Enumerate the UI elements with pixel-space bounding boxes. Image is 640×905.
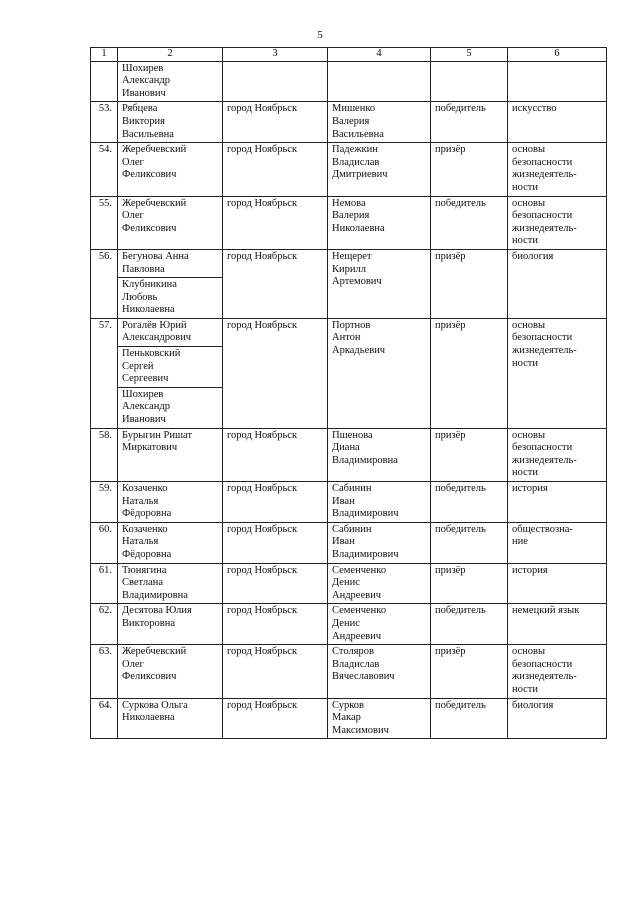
- city-cell-line: город Ноябрьск: [227, 429, 298, 441]
- page-number: 5: [317, 29, 323, 41]
- city-cell-line: город Ноябрьск: [227, 699, 298, 711]
- student-cell-line: Немова: [332, 197, 366, 209]
- teacher-cell: [118, 428, 223, 481]
- table-row: [91, 318, 607, 346]
- table-row: [91, 143, 607, 196]
- status-cell: [431, 563, 508, 604]
- subject-cell-line: безопасности: [512, 658, 573, 670]
- student-cell-line: Сурков: [332, 699, 365, 711]
- student-cell-line: Васильевна: [332, 128, 384, 140]
- table-row: [91, 604, 607, 645]
- teacher-cell-line: Шохирев: [122, 62, 164, 74]
- teacher-cell: [118, 604, 223, 645]
- teacher-cell-line: Рябцева: [122, 103, 158, 115]
- teacher-cell-line: Викторовна: [122, 617, 176, 629]
- table-body: [91, 61, 607, 739]
- table-header: [91, 48, 607, 62]
- teacher-cell-line: Десятова Юлия: [122, 605, 192, 617]
- teacher-cell-line: Миркатович: [122, 442, 178, 454]
- student-cell-line: Владислав: [332, 156, 380, 168]
- subject-cell: [508, 428, 607, 481]
- student-cell: [328, 563, 431, 604]
- row-number: 59.: [91, 482, 118, 523]
- teacher-cell-line: Козаченко: [122, 523, 168, 535]
- subject-cell-line: биология: [512, 250, 554, 262]
- teacher-cell-line: Наталья: [122, 495, 159, 507]
- city-cell: [223, 522, 328, 563]
- subject-cell-line: история: [512, 564, 548, 576]
- teacher-cell-line: Олег: [122, 658, 144, 670]
- student-cell-line: Дмитриевич: [332, 169, 388, 181]
- student-cell-line: Владимировна: [332, 454, 398, 466]
- status-cell-line: победитель: [435, 605, 486, 617]
- teacher-cell-line: Иванович: [122, 414, 166, 426]
- status-cell: [431, 196, 508, 249]
- status-cell-line: победитель: [435, 523, 486, 535]
- student-cell: [328, 61, 431, 102]
- subject-cell: [508, 61, 607, 102]
- subject-cell-line: безопасности: [512, 442, 573, 454]
- student-cell-line: Аркадьевич: [332, 345, 386, 357]
- subject-cell: [508, 645, 607, 698]
- teacher-cell: [118, 278, 223, 319]
- column-header-4: 4: [328, 48, 431, 62]
- student-cell-line: Портнов: [332, 319, 371, 331]
- table-row: [91, 102, 607, 143]
- subject-cell-line: жизнедеятель-: [512, 169, 577, 181]
- table-row: [91, 196, 607, 249]
- teacher-cell: [118, 563, 223, 604]
- teacher-cell: [118, 347, 223, 388]
- student-cell: [328, 698, 431, 739]
- teacher-cell-line: Александр: [122, 75, 170, 87]
- student-cell: [328, 249, 431, 318]
- student-cell: [328, 196, 431, 249]
- student-cell-line: Артемович: [332, 276, 382, 288]
- city-cell: [223, 563, 328, 604]
- subject-cell-line: безопасности: [512, 156, 573, 168]
- teacher-cell-line: Пеньковский: [122, 348, 181, 360]
- row-number: [91, 61, 118, 102]
- city-cell-line: город Ноябрьск: [227, 564, 298, 576]
- teacher-cell-line: Владимировна: [122, 589, 188, 601]
- teacher-cell-line: Феликсович: [122, 671, 177, 683]
- student-cell-line: Столяров: [332, 646, 374, 658]
- row-number: 54.: [91, 143, 118, 196]
- teacher-cell-line: Тюнягина: [122, 564, 167, 576]
- teacher-cell-line: Суркова Ольга: [122, 699, 188, 711]
- row-number: 53.: [91, 102, 118, 143]
- subject-cell-line: основы: [512, 319, 546, 331]
- city-cell: [223, 482, 328, 523]
- city-cell: [223, 143, 328, 196]
- teacher-cell-line: Сергей: [122, 360, 154, 372]
- status-cell: [431, 428, 508, 481]
- teacher-cell-line: Николаевна: [122, 304, 175, 316]
- column-header-1: 1: [91, 48, 118, 62]
- subject-cell-line: основы: [512, 144, 546, 156]
- teacher-cell-line: Жеребчевский: [122, 197, 187, 209]
- status-cell-line: победитель: [435, 699, 486, 711]
- teacher-cell: [118, 522, 223, 563]
- teacher-cell: [118, 102, 223, 143]
- row-number: 61.: [91, 563, 118, 604]
- teacher-cell: [118, 387, 223, 428]
- city-cell-line: город Ноябрьск: [227, 319, 298, 331]
- city-cell: [223, 249, 328, 318]
- city-cell: [223, 604, 328, 645]
- status-cell-line: победитель: [435, 197, 486, 209]
- subject-cell-line: основы: [512, 197, 546, 209]
- subject-cell-line: обществозна-: [512, 523, 573, 535]
- status-cell-line: призёр: [435, 429, 466, 441]
- teacher-cell: [118, 482, 223, 523]
- table-row: [91, 249, 607, 277]
- student-cell-line: Семенченко: [332, 564, 387, 576]
- row-number: 63.: [91, 645, 118, 698]
- subject-cell: [508, 102, 607, 143]
- teacher-cell: [118, 196, 223, 249]
- city-cell: [223, 318, 328, 428]
- teacher-cell-line: Козаченко: [122, 483, 168, 494]
- status-cell-line: призёр: [435, 250, 466, 262]
- teacher-cell-line: Феликсович: [122, 169, 177, 181]
- student-cell-line: Андреевич: [332, 630, 381, 642]
- row-number: 56.: [91, 249, 118, 318]
- subject-cell-line: ние: [512, 536, 528, 548]
- student-cell-line: Мишенко: [332, 103, 376, 115]
- teacher-cell-line: Жеребчевский: [122, 144, 187, 156]
- status-cell-line: призёр: [435, 144, 466, 156]
- student-cell-line: Иван: [332, 536, 355, 548]
- city-cell-line: город Ноябрьск: [227, 103, 298, 115]
- row-number: 55.: [91, 196, 118, 249]
- city-cell-line: город Ноябрьск: [227, 250, 298, 262]
- student-cell-line: Антон: [332, 332, 361, 344]
- table-row: [91, 61, 607, 102]
- student-cell-line: Иван: [332, 495, 355, 507]
- status-cell: [431, 698, 508, 739]
- teacher-cell-line: Рогалёв Юрий: [122, 319, 187, 331]
- table-row: [91, 482, 607, 523]
- subject-cell: [508, 482, 607, 523]
- status-cell: [431, 645, 508, 698]
- city-cell-line: город Ноябрьск: [227, 605, 298, 617]
- teacher-cell-line: Иванович: [122, 87, 166, 99]
- city-cell: [223, 61, 328, 102]
- teacher-cell-line: Любовь: [122, 291, 158, 303]
- table-row: [91, 522, 607, 563]
- teacher-cell-line: Александрович: [122, 332, 192, 344]
- student-cell-line: Семенченко: [332, 605, 387, 617]
- student-cell-line: Владимирович: [332, 508, 399, 520]
- subject-cell-line: основы: [512, 646, 546, 658]
- subject-cell-line: жизнедеятель-: [512, 345, 577, 357]
- student-cell: [328, 102, 431, 143]
- city-cell: [223, 196, 328, 249]
- column-header-3: 3: [223, 48, 328, 62]
- student-cell: [328, 604, 431, 645]
- subject-cell-line: жизнедеятель-: [512, 222, 577, 234]
- subject-cell: [508, 318, 607, 428]
- teacher-cell-line: Жеребчевский: [122, 646, 187, 658]
- row-number: 62.: [91, 604, 118, 645]
- city-cell-line: город Ноябрьск: [227, 523, 298, 535]
- student-cell-line: Владимирович: [332, 548, 399, 560]
- status-cell: [431, 604, 508, 645]
- status-cell-line: призёр: [435, 564, 466, 576]
- student-cell-line: Владислав: [332, 658, 380, 670]
- teacher-cell-line: Сергеевич: [122, 373, 169, 385]
- city-cell-line: город Ноябрьск: [227, 483, 298, 494]
- teacher-cell-line: Павловна: [122, 263, 165, 275]
- city-cell: [223, 102, 328, 143]
- teacher-cell-line: Светлана: [122, 577, 164, 589]
- student-cell-line: Валерия: [332, 210, 370, 222]
- status-cell: [431, 61, 508, 102]
- subject-cell: [508, 563, 607, 604]
- student-cell-line: Макар: [332, 712, 361, 724]
- subject-cell: [508, 522, 607, 563]
- subject-cell: [508, 698, 607, 739]
- student-cell-line: Пшенова: [332, 429, 373, 441]
- teacher-cell-line: Бурыгин Ришат: [122, 429, 193, 441]
- column-header-5: 5: [431, 48, 508, 62]
- table-row: [91, 563, 607, 604]
- subject-cell-line: биология: [512, 699, 554, 711]
- teacher-cell-line: Наталья: [122, 536, 159, 548]
- status-cell: [431, 522, 508, 563]
- subject-cell-line: ности: [512, 683, 538, 695]
- table-row: [91, 428, 607, 481]
- city-cell: [223, 698, 328, 739]
- teacher-cell-line: Александр: [122, 401, 170, 413]
- status-cell: [431, 249, 508, 318]
- student-cell-line: Денис: [332, 577, 360, 589]
- row-number: 57.: [91, 318, 118, 428]
- column-header-2: 2: [118, 48, 223, 62]
- subject-cell-line: безопасности: [512, 332, 573, 344]
- row-number: 64.: [91, 698, 118, 739]
- student-cell: [328, 143, 431, 196]
- city-cell-line: город Ноябрьск: [227, 646, 298, 658]
- subject-cell-line: жизнедеятель-: [512, 671, 577, 683]
- student-cell-line: Падежкин: [332, 144, 378, 156]
- subject-cell-line: безопасности: [512, 210, 573, 222]
- teacher-cell-line: Олег: [122, 210, 144, 222]
- student-cell-line: Николаевна: [332, 222, 385, 234]
- subject-cell-line: искусство: [512, 103, 557, 115]
- subject-cell-line: ности: [512, 181, 538, 193]
- status-cell-line: призёр: [435, 319, 466, 331]
- teacher-cell-line: Клубникина: [122, 279, 177, 291]
- teacher-cell-line: Фёдоровна: [122, 508, 172, 520]
- student-cell-line: Андреевич: [332, 589, 381, 601]
- city-cell-line: город Ноябрьск: [227, 144, 298, 156]
- teacher-cell-line: Васильевна: [122, 128, 174, 140]
- subject-cell-line: ности: [512, 235, 538, 247]
- student-cell-line: Вячеславович: [332, 671, 395, 683]
- student-cell-line: Сабинин: [332, 483, 372, 494]
- student-cell-line: Нещерет: [332, 250, 372, 262]
- subject-cell-line: ности: [512, 357, 538, 369]
- awards-table: [90, 47, 607, 739]
- status-cell: [431, 318, 508, 428]
- status-cell-line: победитель: [435, 103, 486, 115]
- student-cell-line: Валерия: [332, 115, 370, 127]
- teacher-cell: [118, 318, 223, 346]
- row-number: 58.: [91, 428, 118, 481]
- teacher-cell-line: Олег: [122, 156, 144, 168]
- teacher-cell-line: Фёдоровна: [122, 548, 172, 560]
- status-cell: [431, 102, 508, 143]
- student-cell-line: Кирилл: [332, 263, 366, 275]
- status-cell-line: призёр: [435, 646, 466, 658]
- subject-cell-line: немецкий язык: [512, 605, 580, 617]
- header-row: [91, 48, 607, 62]
- teacher-cell-line: Бегунова Анна: [122, 250, 189, 262]
- student-cell: [328, 482, 431, 523]
- student-cell: [328, 522, 431, 563]
- subject-cell: [508, 249, 607, 318]
- student-cell-line: Денис: [332, 617, 360, 629]
- subject-cell-line: жизнедеятель-: [512, 454, 577, 466]
- student-cell-line: Максимович: [332, 724, 389, 736]
- subject-cell: [508, 196, 607, 249]
- teacher-cell-line: Феликсович: [122, 222, 177, 234]
- teacher-cell-line: Шохирев: [122, 388, 164, 400]
- student-cell: [328, 318, 431, 428]
- teacher-cell: [118, 698, 223, 739]
- teacher-cell: [118, 143, 223, 196]
- student-cell-line: Сабинин: [332, 523, 372, 535]
- city-cell-line: город Ноябрьск: [227, 197, 298, 209]
- city-cell: [223, 428, 328, 481]
- subject-cell-line: основы: [512, 429, 546, 441]
- row-number: 60.: [91, 522, 118, 563]
- teacher-cell: [118, 249, 223, 277]
- status-cell: [431, 482, 508, 523]
- subject-cell: [508, 604, 607, 645]
- student-cell-line: Диана: [332, 442, 360, 454]
- student-cell: [328, 428, 431, 481]
- teacher-cell-line: Виктория: [122, 115, 165, 127]
- status-cell: [431, 143, 508, 196]
- subject-cell: [508, 143, 607, 196]
- table-row: [91, 698, 607, 739]
- table-row: [91, 645, 607, 698]
- teacher-cell-line: Николаевна: [122, 712, 175, 724]
- teacher-cell: [118, 61, 223, 102]
- city-cell: [223, 645, 328, 698]
- subject-cell-line: история: [512, 483, 548, 494]
- subject-cell-line: ности: [512, 467, 538, 479]
- status-cell-line: победитель: [435, 483, 486, 494]
- teacher-cell: [118, 645, 223, 698]
- student-cell: [328, 645, 431, 698]
- column-header-6: 6: [508, 48, 607, 62]
